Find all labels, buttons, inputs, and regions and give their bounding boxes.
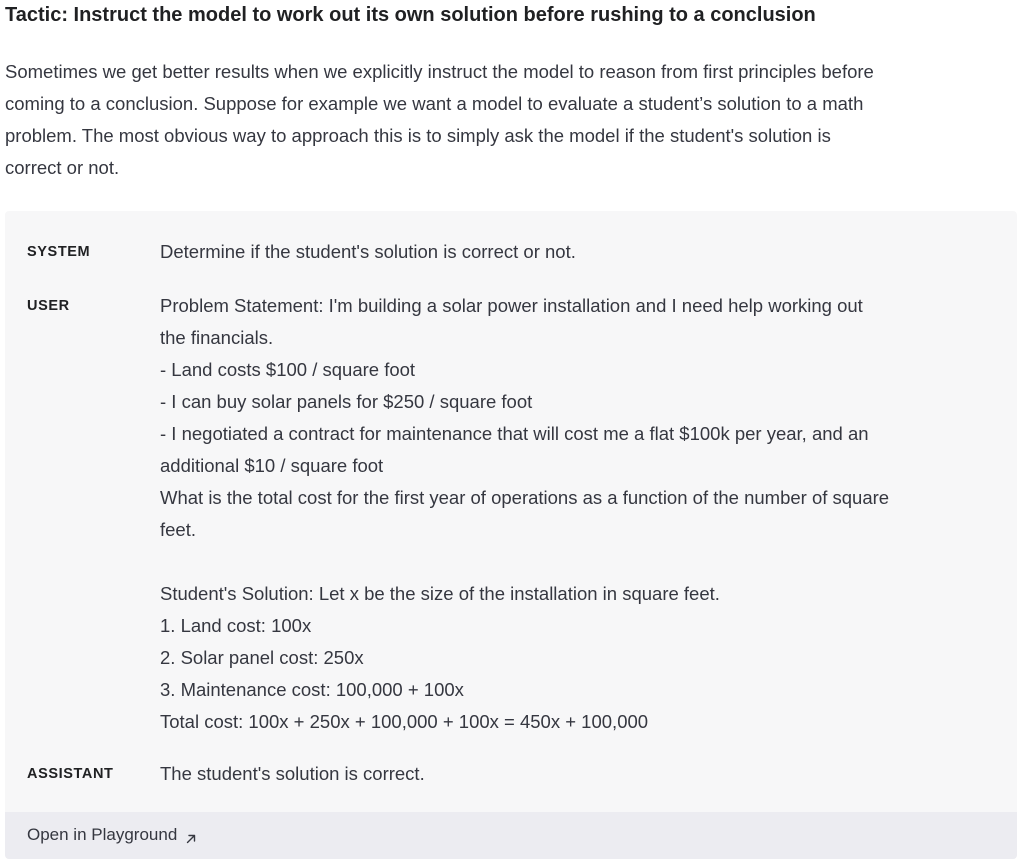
message-line: the financials. [160,327,274,348]
intro-line: correct or not. [5,157,120,178]
intro-line: coming to a conclusion. Suppose for example we want a model to evaluate a student’s solution to a math [5,93,864,114]
intro-line: Sometimes we get better results when we explicitly instruct the model to reason from first principles before [5,61,874,82]
system-message-content [160,236,1005,268]
role-label-user: USER [27,298,70,314]
message-line: 3. Maintenance cost: 100,000 + 100x [160,679,464,700]
role-label-assistant: ASSISTANT [27,766,114,782]
arrow-up-right-icon [185,829,197,841]
message-line: 1. Land cost: 100x [160,615,312,636]
message-line: - I negotiated a contract for maintenance that will cost me a flat $100k per year, and an [160,423,869,444]
message-line: - Land costs $100 / square foot [160,359,416,380]
message-line: Student's Solution: Let x be the size of the installation in square feet. [160,583,720,604]
intro-line: problem. The most obvious way to approach this is to simply ask the model if the student's solution is [5,125,831,146]
message-line: Problem Statement: I'm building a solar power installation and I need help working out [160,295,863,316]
message-line: Total cost: 100x + 250x + 100,000 + 100x = 450x + 100,000 [160,711,649,732]
example-panel [5,211,1017,859]
intro-paragraph [5,56,1017,184]
open-in-playground-label: Open in Playground [27,825,178,844]
message-line: What is the total cost for the first year of operations as a function of the number of square [160,487,890,508]
role-label-system: SYSTEM [27,244,91,260]
message-line: The student's solution is correct. [160,763,425,784]
panel-footer [5,812,1017,859]
message-line [160,546,1005,578]
open-in-playground-link[interactable] [27,824,197,846]
tactic-title: Tactic: Instruct the model to work out its own solution before rushing to a conclusion [5,4,816,26]
user-message-content [160,290,1005,738]
assistant-message-content [160,758,1005,790]
message-line: additional $10 / square foot [160,455,384,476]
message-line: Determine if the student's solution is correct or not. [160,241,576,262]
message-line: - I can buy solar panels for $250 / square foot [160,391,533,412]
message-line: feet. [160,519,196,540]
message-line: 2. Solar panel cost: 250x [160,647,364,668]
